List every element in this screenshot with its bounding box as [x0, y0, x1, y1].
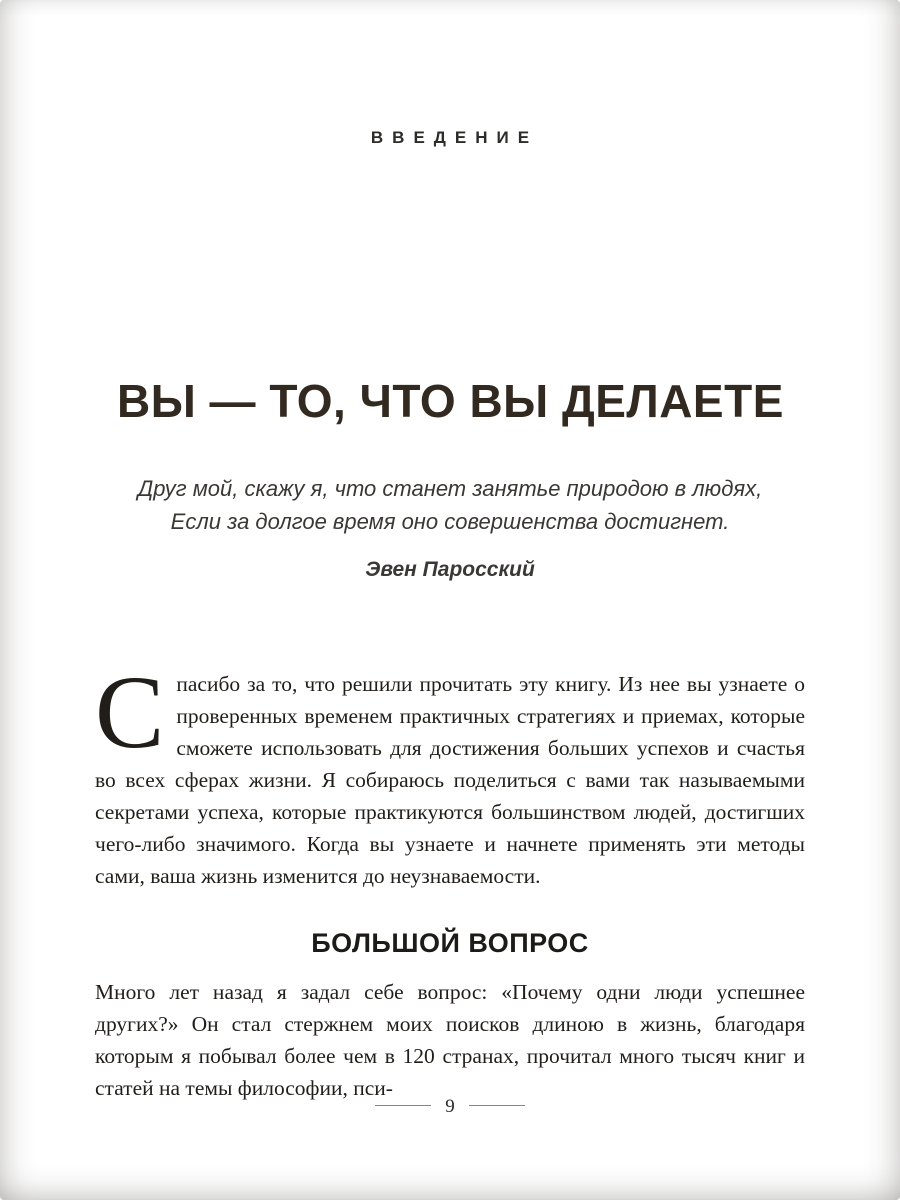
intro-text: пасибо за то, что решили прочитать эту книгу. Из нее вы узнаете о проверенных временем практичных стратегиях и приемах, которые сможете использовать для достижения больших успехов и счастья во всех сферах жизни. Я собираюсь поделиться с вами так называемыми секретами успеха, которые практикуются большинством людей, достигших чего-либо значимого. Когда вы узнаете и начнете применять эти методы сами, ваша жизнь изменится до неузнаваемости.	[95, 672, 805, 888]
page-footer	[95, 1096, 805, 1118]
page-content	[95, 0, 805, 1200]
running-header: ВВЕДЕНИЕ	[370, 128, 539, 147]
footer-rule-left	[375, 1105, 431, 1106]
chapter-title: ВЫ — ТО, ЧТО ВЫ ДЕЛАЕТЕ	[117, 375, 784, 427]
section-paragraph: Много лет назад я задал себе вопрос: «Почему одни люди успешнее других?» Он стал стержнем моих поисков длиною в жизнь, благодаря которым я побывал более чем в 120 странах, прочитал много тысяч книг и статей на темы философии, пси-	[95, 980, 805, 1100]
epigraph-line-2: Если за долгое время оно совершенства достигнет.	[170, 509, 730, 534]
footer-rule-right	[469, 1105, 525, 1106]
epigraph-line-1: Друг мой, скажу я, что станет занятье природою в людях,	[137, 476, 763, 501]
drop-cap: С	[95, 655, 165, 770]
section-heading: БОЛЬШОЙ ВОПРОС	[311, 928, 589, 958]
epigraph-author: Эвен Паросский	[365, 558, 535, 581]
page-number: 9	[445, 1096, 455, 1117]
intro-paragraph	[95, 655, 805, 892]
epigraph	[95, 472, 805, 586]
